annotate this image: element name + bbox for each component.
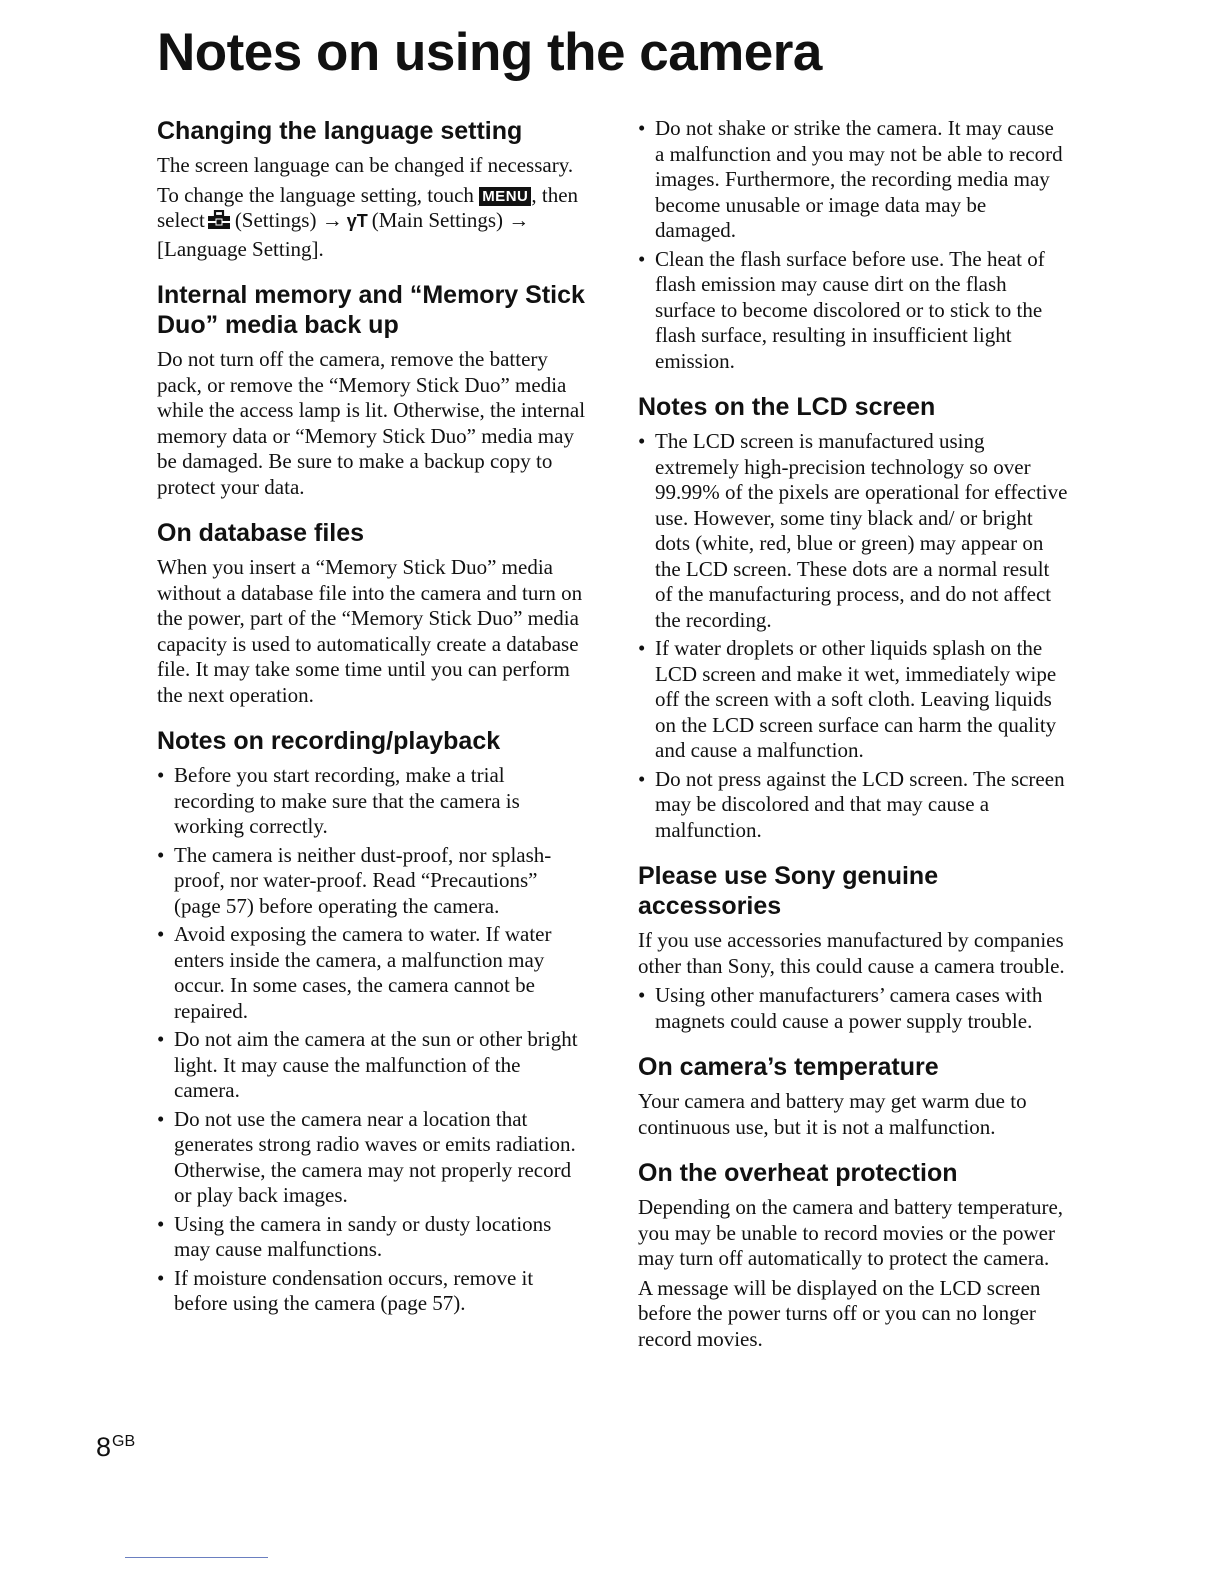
section-recording [157,726,587,1317]
toolbox-settings-icon [207,210,231,237]
list-item: • If water droplets or other liquids splash on the LCD screen and make it wet, immediately wipe off the screen with a soft cloth. Leaving liquids on the LCD screen surface can harm the quality and cause a malfunction. [638,636,1068,764]
section-heading-lcd: Notes on the LCD screen [638,393,936,421]
page-title: Notes on using the camera [157,23,822,82]
list-item: • Do not use the camera near a location that generates strong radio waves or emits radiation. Otherwise, the camera may not properly record or play back images. [157,1107,587,1209]
page-number-value: 8 [96,1432,112,1462]
accessories-paragraph: If you use accessories manufactured by companies other than Sony, this could cause a camera trouble. [638,928,1065,978]
list-item: • If moisture condensation occurs, remove it before using the camera (page 57). [157,1266,587,1317]
list-item: • The LCD screen is manufactured using extremely high-precision technology so over 99.99% of the pixels are operational for effective use. However, some tiny black and/ or bright dots (white, red, blue or green) may appear on the LCD screen. These dots are a normal result of the manufacturing process, and do not affect the recording. [638,429,1068,633]
page-number-suffix: GB [112,1433,136,1450]
section-lcd [638,392,1068,843]
list-item: • Do not press against the LCD screen. The screen may be discolored and that may cause a malfunction. [638,767,1068,844]
section-database [157,518,587,708]
language-paragraph-2 [157,183,587,263]
section-memory [157,280,587,500]
camera-handling-bullet-list [638,116,1068,374]
section-heading-accessories: Please use Sony genuine accessories [638,862,939,920]
lcd-bullet-list [638,429,1068,843]
right-column [638,116,1068,1370]
recording-bullet-list [157,763,587,1317]
section-language [157,116,587,262]
accessories-bullet-list [638,983,1068,1034]
language-text-a: To change the language setting, touch [157,182,480,207]
list-item: • Clean the flash surface before use. The heat of flash emission may cause dirt on the flash surface to become discolored or to stick to the flash surface, resulting in insufficient light emission. [638,247,1068,375]
section-heading-language: Changing the language setting [157,117,523,145]
language-paragraph-1: The screen language can be changed if necessary. [157,153,574,177]
menu-icon: MENU [479,187,531,206]
section-temperature [638,1052,1068,1140]
language-text-b: , then select [157,182,579,232]
overheat-paragraph-2: A message will be displayed on the LCD screen before the power turns off or you can no longer record movies. [638,1275,1041,1351]
section-heading-memory: Internal memory and “Memory Stick Duo” media back up [157,281,585,339]
list-item: • The camera is neither dust-proof, nor splash-proof, nor water-proof. Read “Precautions” (page 57) before operating the camera. [157,843,587,920]
list-item: • Using other manufacturers’ camera cases with magnets could cause a power supply trouble. [638,983,1068,1034]
section-heading-database: On database files [157,519,365,547]
language-text-d: (Main Settings) → [Language Setting]. [157,208,530,261]
footer-divider [125,1557,268,1558]
section-camera-handling [638,116,1068,374]
memory-paragraph: Do not turn off the camera, remove the battery pack, or remove the “Memory Stick Duo” media while the access lamp is lit. Otherwise, the internal memory data or “Memory Stick Duo” media may be damaged. Be sure to make a backup copy to protect your data. [157,347,586,499]
section-heading-temperature: On camera’s temperature [638,1053,939,1081]
left-column [157,116,587,1335]
list-item: • Avoid exposing the camera to water. If water enters inside the camera, a malfunction may occur. In some cases, the camera cannot be repaired. [157,922,587,1024]
section-overheat [638,1158,1068,1352]
database-paragraph: When you insert a “Memory Stick Duo” media without a database file into the camera and turn on the power, part of the “Memory Stick Duo” media capacity is used to automatically create a database file. It may take some time until you can perform the next operation. [157,555,583,707]
section-heading-overheat: On the overheat protection [638,1159,958,1187]
list-item: • Do not shake or strike the camera. It may cause a malfunction and you may not be able to record images. Furthermore, the recording media may become unusable or image data may be damaged. [638,116,1068,244]
main-settings-icon: γT [346,211,368,231]
list-item: • Do not aim the camera at the sun or other bright light. It may cause the malfunction of the camera. [157,1027,587,1104]
section-heading-recording: Notes on recording/playback [157,727,501,755]
language-text-c: (Settings) → [234,208,343,232]
temperature-paragraph: Your camera and battery may get warm due to continuous use, but it is not a malfunction. [638,1089,1027,1139]
list-item: • Before you start recording, make a trial recording to make sure that the camera is working correctly. [157,763,587,840]
section-accessories [638,861,1068,1034]
list-item: • Using the camera in sandy or dusty locations may cause malfunctions. [157,1212,587,1263]
page-number [96,1432,135,1463]
overheat-paragraph-1: Depending on the camera and battery temperature, you may be unable to record movies or the power may turn off automatically to protect the camera. [638,1195,1064,1270]
